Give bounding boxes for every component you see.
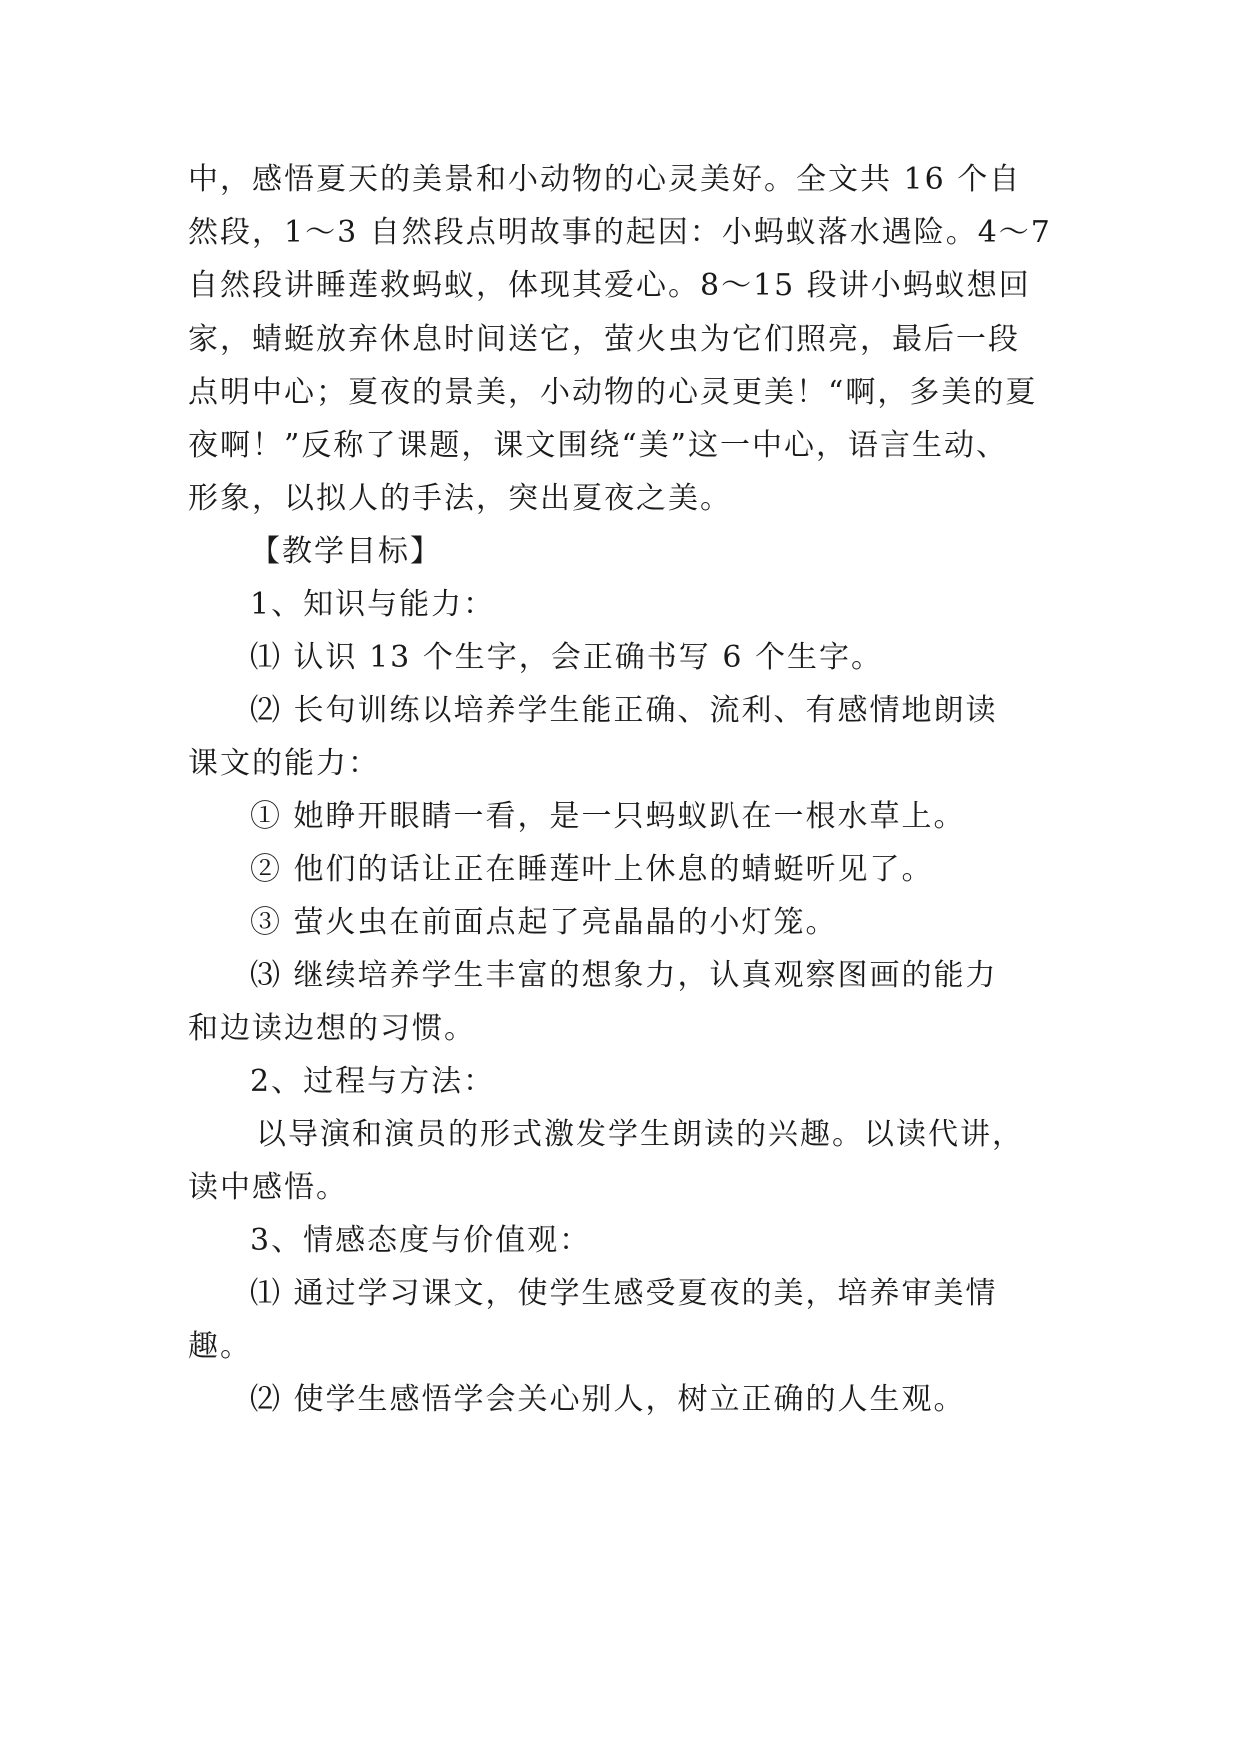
section-heading: 【教学目标】 — [250, 534, 442, 569]
example-sentence: ③ 萤火虫在前面点起了亮晶晶的小灯笼。 — [250, 905, 838, 940]
process-line: 读中感悟。 — [188, 1170, 348, 1205]
emotion-item-1-line: 趣。 — [188, 1329, 252, 1364]
intro-line: 然段，1～3 自然段点明故事的起因：小蚂蚁落水遇险。4～7 — [188, 215, 1052, 250]
knowledge-item-2-line: 课文的能力： — [188, 746, 380, 781]
example-sentence: ② 他们的话让正在睡莲叶上休息的蜻蜓听见了。 — [250, 852, 934, 887]
knowledge-item-3-line: ⑶ 继续培养学生丰富的想象力，认真观察图画的能力 — [250, 958, 998, 993]
emotion-item-1-line: ⑴ 通过学习课文，使学生感受夏夜的美，培养审美情 — [250, 1276, 998, 1311]
knowledge-item-3-line: 和边读边想的习惯。 — [188, 1011, 476, 1046]
intro-line: 夜啊！”反称了课题，课文围绕“美”这一中心，语言生动、 — [188, 428, 1009, 463]
example-sentence: ① 她睁开眼睛一看，是一只蚂蚁趴在一根水草上。 — [250, 799, 966, 834]
intro-line: 中，感悟夏天的美景和小动物的心灵美好。全文共 16 个自 — [188, 162, 1022, 197]
knowledge-item-2-line: ⑵ 长句训练以培养学生能正确、流利、有感情地朗读 — [250, 693, 998, 728]
intro-line: 自然段讲睡莲救蚂蚁，体现其爱心。8～15 段讲小蚂蚁想回 — [188, 268, 1031, 303]
knowledge-heading: 1、知识与能力： — [250, 587, 496, 622]
knowledge-item-1: ⑴ 认识 13 个生字，会正确书写 6 个生字。 — [250, 640, 883, 675]
emotion-heading: 3、情感态度与价值观： — [250, 1223, 592, 1258]
process-heading: 2、过程与方法： — [250, 1064, 496, 1099]
intro-line: 点明中心；夏夜的景美，小动物的心灵更美！“啊，多美的夏 — [188, 375, 1038, 410]
process-line: 以导演和演员的形式激发学生朗读的兴趣。以读代讲， — [256, 1117, 1024, 1152]
emotion-item-2: ⑵ 使学生感悟学会关心别人，树立正确的人生观。 — [250, 1382, 966, 1417]
intro-line: 家，蜻蜓放弃休息时间送它，萤火虫为它们照亮，最后一段 — [188, 322, 1020, 357]
intro-line: 形象，以拟人的手法，突出夏夜之美。 — [188, 481, 732, 516]
